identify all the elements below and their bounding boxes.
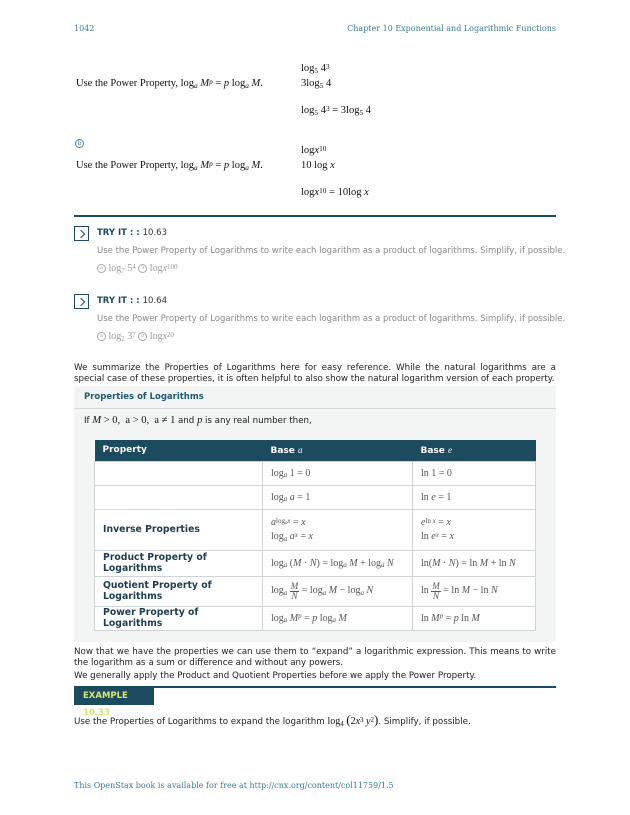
condition-and: and — [177, 416, 195, 426]
step-result: logx$^{10}$ = 10log x — [301, 185, 369, 198]
try-it-number: 10.63 — [142, 228, 167, 238]
base-e-cell: $\ln M^p = p$ ln M — [413, 606, 536, 630]
power-property-formula: $\log_a M^p = p$ $\log_a M$. — [180, 76, 263, 90]
try-it-label: TRY IT : : — [97, 296, 140, 306]
try-it-exercises — [97, 263, 178, 274]
step-expression: $\log_5 4^3$ — [301, 61, 330, 75]
step-instruction-text: Use the Power Property, — [76, 78, 178, 89]
exercise-a: $\log_7 5^4$ — [108, 262, 136, 275]
try-it-exercises — [97, 331, 174, 342]
exercise-a-label: a — [97, 264, 106, 273]
base-e-cell: ln(M · N) = ln M + ln N — [413, 550, 536, 576]
condition-suffix: is any real number then, — [204, 416, 312, 426]
part-b-marker — [75, 130, 84, 149]
base-e-cell: ln 1 = 0 — [413, 461, 536, 485]
summary-paragraph: We summarize the Properties of Logarithms here for easy reference. While the natural logarithms are a special case of these properties, it is often helpful to also show the natural logarithm version of each property. — [74, 363, 556, 384]
condition-math: M > 0, a > 0, a ≠ 1 — [92, 415, 178, 426]
page-number: 1042 — [74, 24, 95, 33]
example-tag: EXAMPLE 10.33 — [74, 688, 154, 705]
step-instruction — [76, 78, 263, 89]
condition-p: p — [197, 415, 203, 426]
properties-condition — [84, 415, 312, 426]
generally-paragraph: We generally apply the Product and Quotient Properties before we apply the Power Property. — [74, 671, 477, 681]
property-name: Quotient Property of Logarithms — [95, 576, 263, 606]
try-it-description: Use the Power Property of Logarithms to write each logarithm as a product of logarithms. Simplify, if possible. — [97, 314, 566, 324]
table-row — [95, 509, 536, 550]
chevron-right-icon — [74, 226, 89, 241]
exercise-b: logx$^{100}$ — [149, 262, 178, 274]
base-e-cell: $e^{ln x} = x$ $\ln e^x = x$ — [413, 509, 536, 550]
table-header-row — [95, 440, 536, 461]
base-a-cell: $\log_a M^p = p$ $\log_a M$ — [263, 606, 413, 630]
part-b-label: b — [75, 139, 84, 148]
table-row — [95, 550, 536, 576]
property-name: Product Property of Logarithms — [95, 550, 263, 576]
step-expression: $3\log_5$ 4 — [301, 78, 332, 90]
properties-title-divider — [74, 408, 556, 409]
table-row — [95, 576, 536, 606]
base-a-cell: $\log_a$ $\frac{M}{N}$ = $\log_a M - \log_a N$ — [263, 576, 413, 606]
chevron-right-icon — [74, 294, 89, 309]
example-expression: $\log_4 (2x^3$ $y^2$) — [327, 712, 379, 728]
base-a-cell: $\log_a 1 = 0$ — [263, 461, 413, 485]
example-prompt-after: . Simplify, if possible. — [378, 717, 471, 727]
exercise-a-label: a — [97, 332, 106, 341]
exercise-b-label: b — [138, 264, 147, 273]
property-name — [95, 461, 263, 485]
try-it-number: 10.64 — [142, 296, 167, 306]
header-base-label: Base — [270, 445, 295, 456]
try-it-header — [97, 296, 167, 306]
property-name: Inverse Properties — [95, 509, 263, 550]
example-prompt-before: Use the Properties of Logarithms to expand the logarithm — [74, 717, 325, 727]
header-base-e: Base e — [413, 440, 536, 461]
table-row — [95, 606, 536, 630]
step-instruction — [76, 160, 263, 171]
step-expression: logx$^{10}$ — [301, 143, 327, 156]
base-e-cell: ln $\frac{M}{N}$ = ln M − ln N — [413, 576, 536, 606]
base-a-cell: $\log_a a = 1$ — [263, 485, 413, 509]
condition-prefix: If — [84, 416, 90, 426]
header-base-label: Base — [420, 445, 445, 456]
exercise-a: $\log_2 3^7$ — [108, 330, 136, 343]
expand-paragraph: Now that we have the properties we can use them to “expand” a logarithmic expression. This means to write the logarithm as a sum or difference and without any powers. — [74, 647, 556, 668]
header-base-a: Base a — [263, 440, 413, 461]
chapter-title: Chapter 10 Exponential and Logarithmic Functions — [347, 24, 556, 33]
base-a-cell: $a^{log_ax} = x$ $\log_a a^x = x$ — [263, 509, 413, 550]
example-prompt — [74, 712, 471, 728]
footer-note: This OpenStax book is available for free at http://cnx.org/content/col11759/1.5 — [74, 781, 394, 790]
property-name — [95, 485, 263, 509]
property-name: Power Property of Logarithms — [95, 606, 263, 630]
header-property: Property — [95, 440, 263, 461]
properties-table — [94, 440, 536, 631]
table-row — [95, 461, 536, 485]
table-row — [95, 485, 536, 509]
base-a-cell: $\log_a (M \cdot N) = \log_a M + \log_a N$ — [263, 550, 413, 576]
step-result: $\log_5 4^3 = 3\log_5$ 4 — [301, 103, 372, 117]
section-divider — [74, 215, 556, 217]
step-expression: 10 log x — [301, 160, 335, 171]
step-instruction-text: Use the Power Property, — [76, 160, 178, 171]
try-it-label: TRY IT : : — [97, 228, 140, 238]
exercise-b-label: b — [138, 332, 147, 341]
try-it-header — [97, 228, 167, 238]
properties-title: Properties of Logarithms — [84, 392, 204, 402]
try-it-description: Use the Power Property of Logarithms to write each logarithm as a product of logarithms. Simplify, if possible. — [97, 246, 566, 256]
exercise-b: logx$^{20}$ — [149, 330, 175, 342]
power-property-formula: $\log_a M^p = p$ $\log_a M$. — [180, 158, 263, 172]
base-e-cell: ln e = 1 — [413, 485, 536, 509]
